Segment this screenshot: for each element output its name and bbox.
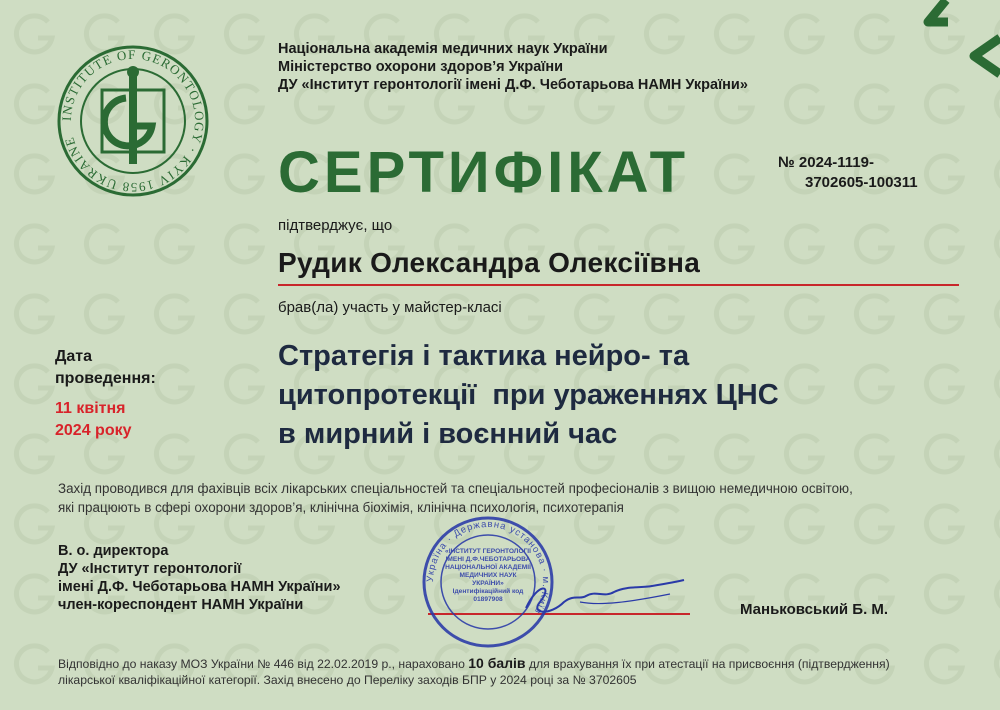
footer-text-part2: для врахування їх при атестації на присвоєння (підтвердження): [528, 657, 890, 671]
logo-ring-text: INSTITUTE OF GERONTOLOGY · KYIV 1958 UKRAINE: [58, 46, 208, 196]
confirm-text: підтверджує, що: [278, 217, 393, 234]
director-institute-line1: ДУ «Інститут геронтології: [58, 561, 242, 577]
certificate-number-line2: 3702605-100311: [805, 174, 918, 191]
date-value: [55, 398, 132, 442]
date-value-line2: 2024 року: [55, 422, 132, 439]
director-rank: член-кореспондент НАМН України: [58, 597, 304, 613]
course-title-line3: в мирний і воєнний час: [278, 418, 618, 450]
course-title-line2: цитопротекції при ураженнях ЦНС: [278, 379, 779, 411]
director-block: [58, 542, 341, 614]
footer-points: 10 балів: [468, 655, 526, 671]
footer-line1: [58, 655, 963, 672]
audience-note-line2: які працюють в сфері охорони здоров’я, клінічна біохімія, клінічна психологія, психотерапія: [58, 500, 624, 515]
certificate-number: [778, 153, 918, 193]
header-academy: Національна академія медичних наук України: [278, 41, 608, 57]
header-ministry: Міністерство охорони здоров’я України: [278, 59, 564, 75]
audience-note-line1: Захід проводився для фахівців всіх лікарських спеціальностей та спеціальностей професіоналів з вищою немедичною освітою,: [58, 481, 853, 496]
footer-text-part1: Відповідно до наказу МОЗ України № 446 від 22.02.2019 р., нараховано: [58, 657, 465, 671]
director-title: В. о. директора: [58, 543, 169, 559]
date-label-line1: Дата: [55, 348, 93, 365]
signature-scribble: [520, 572, 690, 620]
name-underline: [278, 284, 959, 286]
gerontology-institute-logo: [52, 40, 214, 202]
recipient-name: Рудик Олександра Олексіївна: [278, 247, 701, 278]
participation-text: брав(ла) участь у майстер-класі: [278, 299, 502, 316]
certificate-number-line1: № 2024-1119-: [778, 154, 874, 171]
date-value-line1: 11 квітня: [55, 400, 126, 417]
date-label-line2: проведення:: [55, 370, 156, 387]
footer-note: [58, 655, 963, 688]
director-institute-line2: імені Д.Ф. Чеботарьова НАМН України»: [58, 579, 341, 595]
stamp-center-text: «ІНСТИТУТ ГЕРОНТОЛОГІЇ ІМЕНІ Д.Ф.ЧЕБОТАРЬОВА НАЦІОНАЛЬНОЇ АКАДЕМІЇ МЕДИЧНИХ НАУК УКРАЇНИ» Ідентифікаційний код 01897908: [445, 548, 531, 603]
certificate-title: СЕРТИФІКАТ: [278, 140, 690, 205]
footer-line2: лікарської кваліфікаційної категорії. Захід внесено до Переліку заходів БПР у 2024 році за № 3702605: [58, 673, 637, 687]
institution-header: [278, 40, 748, 94]
signer-name: Маньковський Б. М.: [740, 601, 889, 618]
stamp-ring-text: Україна · Державна установа · м. Київ: [424, 518, 552, 617]
corner-ornament-icon: [918, 0, 1000, 80]
date-label: [55, 346, 156, 390]
course-title: [278, 337, 968, 454]
header-institute: ДУ «Інститут геронтології імені Д.Ф. Чеботарьова НАМН України»: [278, 77, 748, 93]
course-title-line1: Стратегія і тактика нейро- та: [278, 340, 690, 372]
